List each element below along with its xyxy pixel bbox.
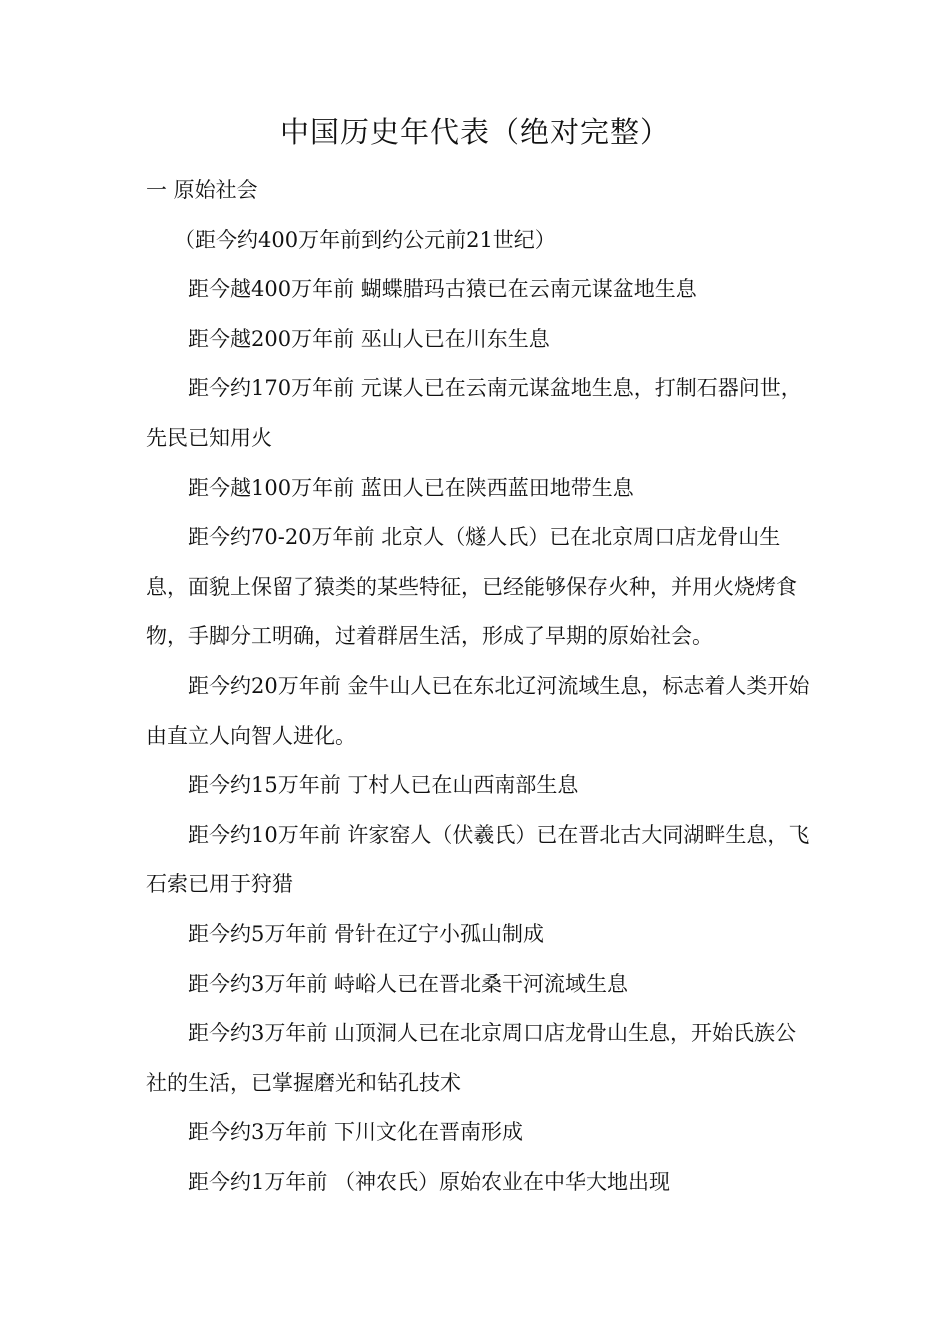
period-range: （距今约400万年前到约公元前21世纪） xyxy=(174,227,556,252)
timeline-entry: 距今约3万年前 峙峪人已在晋北桑干河流域生息 xyxy=(188,971,629,996)
timeline-entry: 距今越100万年前 蓝田人已在陕西蓝田地带生息 xyxy=(188,475,634,500)
timeline-entry: 距今约1万年前 （神农氏）原始农业在中华大地出现 xyxy=(188,1169,671,1194)
document-body xyxy=(146,166,810,1207)
timeline-entry: 距今约15万年前 丁村人已在山西南部生息 xyxy=(188,773,579,798)
timeline-entry: 距今约70-20万年前 北京人（燧人氏）已在北京周口店龙骨山生息，面貌上保留了猿类的某些特征，已经能够保存火种，并用火烧烤食物，手脚分工明确，过着群居生活，形成了早期的原始社会。 xyxy=(146,525,797,649)
timeline-entry: 距今约3万年前 山顶洞人已在北京周口店龙骨山生息，开始氏族公社的生活，已掌握磨光和钻孔技术 xyxy=(146,1021,797,1095)
timeline-entry: 距今约20万年前 金牛山人已在东北辽河流域生息，标志着人类开始由直立人向智人进化。 xyxy=(146,673,810,748)
timeline-entry: 距今约3万年前 下川文化在晋南形成 xyxy=(188,1120,524,1145)
timeline-entry: 距今越200万年前 巫山人已在川东生息 xyxy=(188,326,550,351)
timeline-entry: 距今约170万年前 元谋人已在云南元谋盆地生息，打制石器问世，先民已知用火 xyxy=(146,376,802,450)
timeline-entry: 距今约5万年前 骨针在辽宁小孤山制成 xyxy=(188,921,545,946)
timeline-entry: 距今越400万年前 蝴蝶腊玛古猿已在云南元谋盆地生息 xyxy=(188,277,697,302)
timeline-entry: 距今约10万年前 许家窑人（伏羲氏）已在晋北古大同湖畔生息，飞石索已用于狩猎 xyxy=(146,822,810,897)
document-title: 中国历史年代表（绝对完整） xyxy=(279,115,670,149)
section-heading: 一 原始社会 xyxy=(146,178,258,202)
